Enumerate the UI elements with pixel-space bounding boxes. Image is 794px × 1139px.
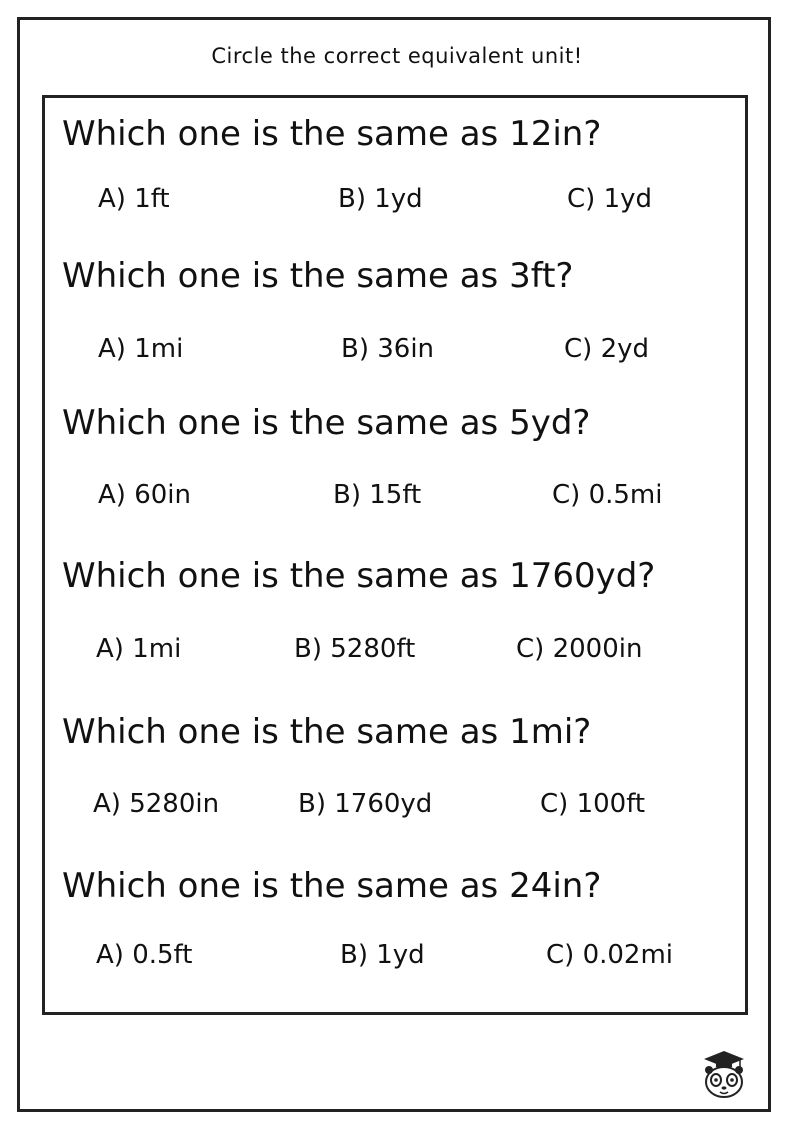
question-1-option-c[interactable]: C) 1yd — [567, 184, 652, 214]
question-4-option-b[interactable]: B) 5280ft — [294, 634, 416, 664]
question-3: Which one is the same as 5yd? — [62, 403, 591, 443]
question-6-option-c[interactable]: C) 0.02mi — [546, 940, 674, 970]
question-6: Which one is the same as 24in? — [62, 866, 602, 906]
question-2-option-c[interactable]: C) 2yd — [564, 334, 649, 364]
graduate-panda-icon — [700, 1047, 748, 1101]
question-4: Which one is the same as 1760yd? — [62, 556, 656, 596]
instruction-heading: Circle the correct equivalent unit! — [211, 44, 583, 68]
question-6-option-a[interactable]: A) 0.5ft — [96, 940, 193, 970]
question-1: Which one is the same as 12in? — [62, 114, 602, 154]
question-3-option-c[interactable]: C) 0.5mi — [552, 480, 663, 510]
question-5-option-a[interactable]: A) 5280in — [93, 789, 220, 819]
question-2: Which one is the same as 3ft? — [62, 256, 574, 296]
question-3-option-a[interactable]: A) 60in — [98, 480, 191, 510]
question-1-option-a[interactable]: A) 1ft — [98, 184, 170, 214]
question-5-option-b[interactable]: B) 1760yd — [298, 789, 433, 819]
question-4-option-a[interactable]: A) 1mi — [96, 634, 182, 664]
question-6-option-b[interactable]: B) 1yd — [340, 940, 425, 970]
question-1-option-b[interactable]: B) 1yd — [338, 184, 423, 214]
question-4-option-c[interactable]: C) 2000in — [516, 634, 643, 664]
question-5: Which one is the same as 1mi? — [62, 712, 592, 752]
question-2-option-b[interactable]: B) 36in — [341, 334, 435, 364]
question-5-option-c[interactable]: C) 100ft — [540, 789, 646, 819]
question-2-option-a[interactable]: A) 1mi — [98, 334, 184, 364]
question-3-option-b[interactable]: B) 15ft — [333, 480, 422, 510]
